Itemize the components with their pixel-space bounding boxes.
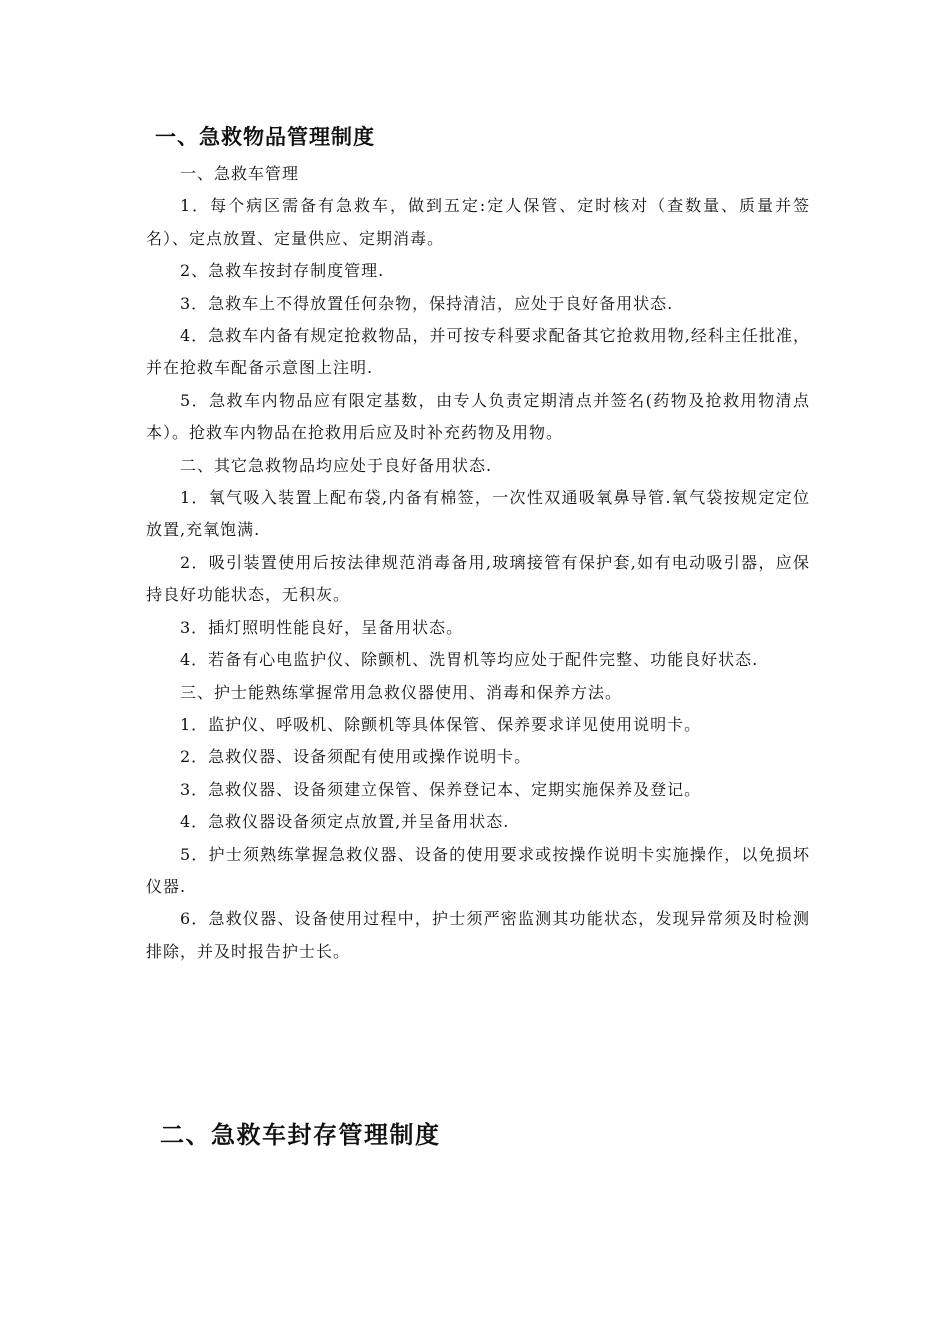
document-body [146, 158, 810, 968]
paragraph: 3．急救车上不得放置任何杂物，保持清洁，应处于良好备用状态. [180, 293, 674, 313]
paragraph: 2．急救仪器、设备须配有使用或操作说明卡。 [180, 747, 532, 767]
paragraph: 4．急救车内备有规定抢救物品，并可按专科要求配备其它抢救用物,经科主任批准，并在抢救车配备示意图上注明. [146, 326, 810, 378]
paragraph: 5．急救车内物品应有限定基数，由专人负责定期清点并签名(药物及抢救用物清点本）。抢救车内物品在抢救用后应及时补充药物及用物。 [146, 390, 810, 443]
paragraph: 3．急救仪器、设备须建立保管、保养登记本、定期实施保养及登记。 [180, 779, 702, 799]
paragraph: 三、护士能熟练掌握常用急救仪器使用、消毒和保养方法。 [180, 682, 623, 702]
section-heading-1: 一、急救物品管理制度 [155, 125, 375, 149]
paragraph: 二、其它急救物品均应处于良好备用状态. [180, 455, 493, 475]
section-heading-2: 二、急救车封存管理制度 [160, 1121, 441, 1149]
paragraph: 6．急救仪器、设备使用过程中，护士须严密监测其功能状态，发现异常须及时检测排除，并及时报告护士长。 [146, 909, 810, 961]
paragraph: 5．护士须熟练掌握急救仪器、设备的使用要求或按操作说明卡实施操作，以免损坏仪器. [146, 844, 810, 896]
paragraph: 4．若备有心电监护仪、除颤机、洗胃机等均应处于配件完整、功能良好状态. [180, 650, 759, 670]
paragraph: 2、急救车按封存制度管理. [180, 261, 385, 281]
paragraph: 一、急救车管理 [180, 164, 300, 183]
paragraph: 2．吸引装置使用后按法律规范消毒备用,玻璃接管有保护套,如有电动吸引器，应保持良好功能状态，无积灰。 [146, 552, 810, 605]
paragraph: 1．每个病区需备有急救车，做到五定:定人保管、定时核对（查数量、质量并签名）、定点放置、定量供应、定期消毒。 [146, 196, 810, 248]
paragraph: 3．插灯照明性能良好，呈备用状态。 [180, 617, 464, 637]
paragraph: 4．急救仪器设备须定点放置,并呈备用状态. [180, 812, 510, 832]
paragraph: 1．监护仪、呼吸机、除颤机等具体保管、保养要求详见使用说明卡。 [180, 714, 702, 734]
paragraph: 1．氧气吸入装置上配布袋,内备有棉签，一次性双通吸氧鼻导管.氧气袋按规定定位放置,充氧饱满. [146, 488, 810, 540]
